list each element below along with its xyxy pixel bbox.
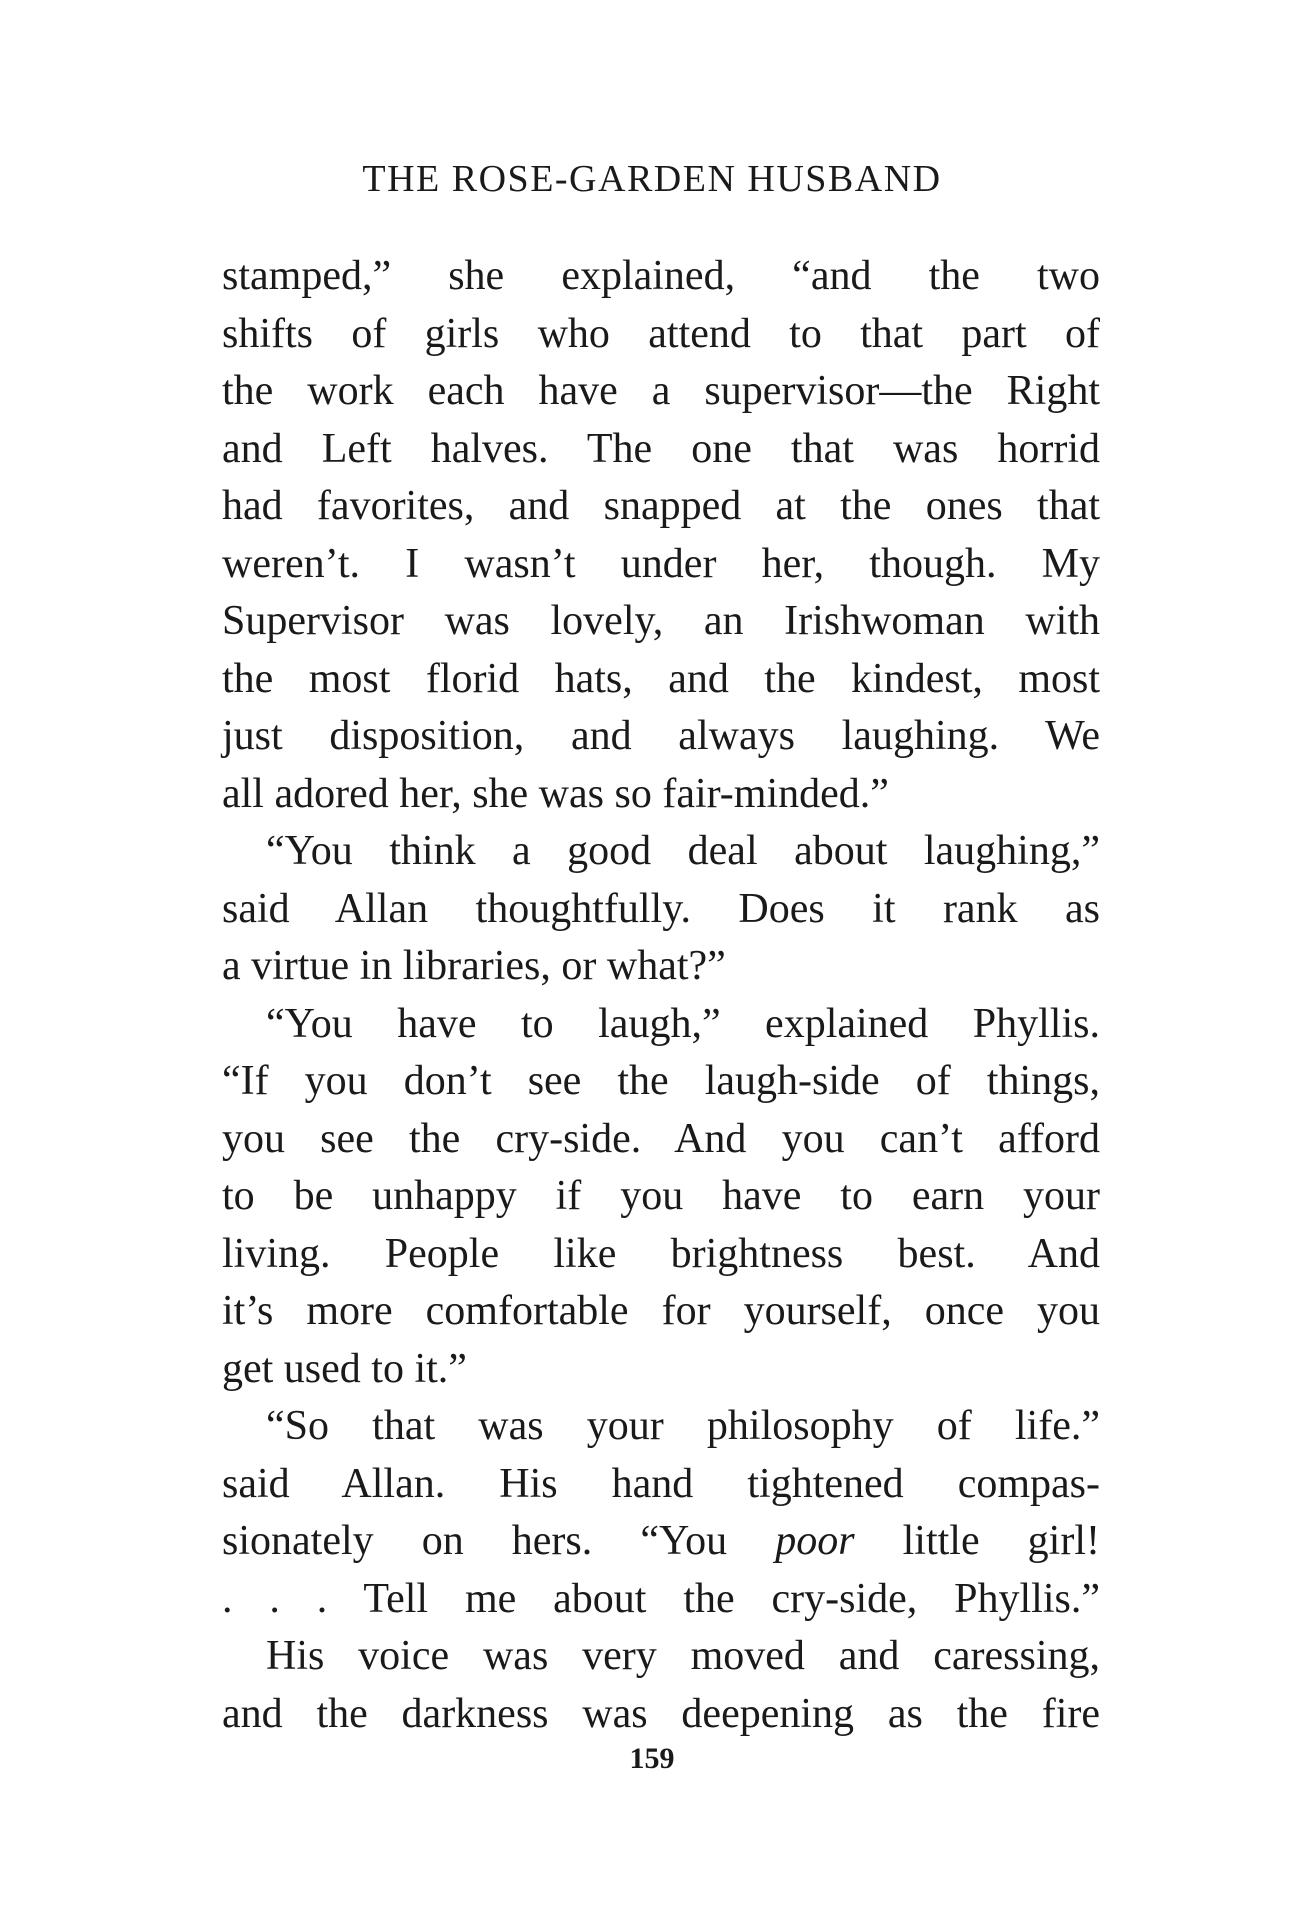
text-line: shifts of girls who attend to that part of (222, 310, 1100, 357)
text-line: “So that was your philosophy of life.” (266, 1403, 1100, 1449)
emphasis-text: poor (775, 1518, 855, 1564)
text-line: a virtue in libraries, or what?” (222, 943, 726, 989)
text-line: it’s more comfortable for yourself, once you (222, 1288, 1100, 1334)
text-line: to be unhappy if you have to earn your (222, 1173, 1100, 1219)
text-line: and Left halves. The one that was horrid (222, 425, 1100, 472)
text-line: sionately on hers. “You poor little girl! (222, 1518, 1100, 1564)
text-line: the most florid hats, and the kindest, most (222, 655, 1100, 702)
text-line: weren’t. I wasn’t under her, though. My (222, 540, 1100, 587)
running-title: THE ROSE-GARDEN HUSBAND (362, 158, 942, 200)
text-line: “You have to laugh,” explained Phyllis. (266, 1000, 1100, 1047)
body-text (222, 248, 1100, 1743)
text-line: living. People like brightness best. And (222, 1230, 1100, 1277)
text-line: and the darkness was deepening as the fire (222, 1690, 1100, 1737)
text-line: said Allan thoughtfully. Does it rank as (222, 885, 1100, 932)
text-line: “You think a good deal about laughing,” (266, 828, 1100, 874)
text-line: you see the cry-side. And you can’t afford (222, 1115, 1100, 1162)
text-line: get used to it.” (222, 1345, 467, 1392)
text-line: Supervisor was lovely, an Irishwoman with (222, 598, 1100, 644)
text-line: just disposition, and always laughing. We (222, 713, 1100, 759)
text-line: His voice was very moved and caressing, (266, 1633, 1100, 1679)
text-line: “If you don’t see the laugh-side of things, (222, 1058, 1100, 1104)
text-line: all adored her, she was so fair-minded.” (222, 770, 889, 817)
text-line: had favorites, and snapped at the ones that (222, 483, 1100, 529)
text-line: . . . Tell me about the cry-side, Phyllis.” (222, 1575, 1100, 1622)
page-number: 159 (629, 1742, 675, 1775)
text-line: stamped,” she explained, “and the two (222, 253, 1100, 299)
text-line: the work each have a supervisor—the Right (222, 368, 1100, 414)
text-line: said Allan. His hand tightened compas- (222, 1460, 1100, 1507)
